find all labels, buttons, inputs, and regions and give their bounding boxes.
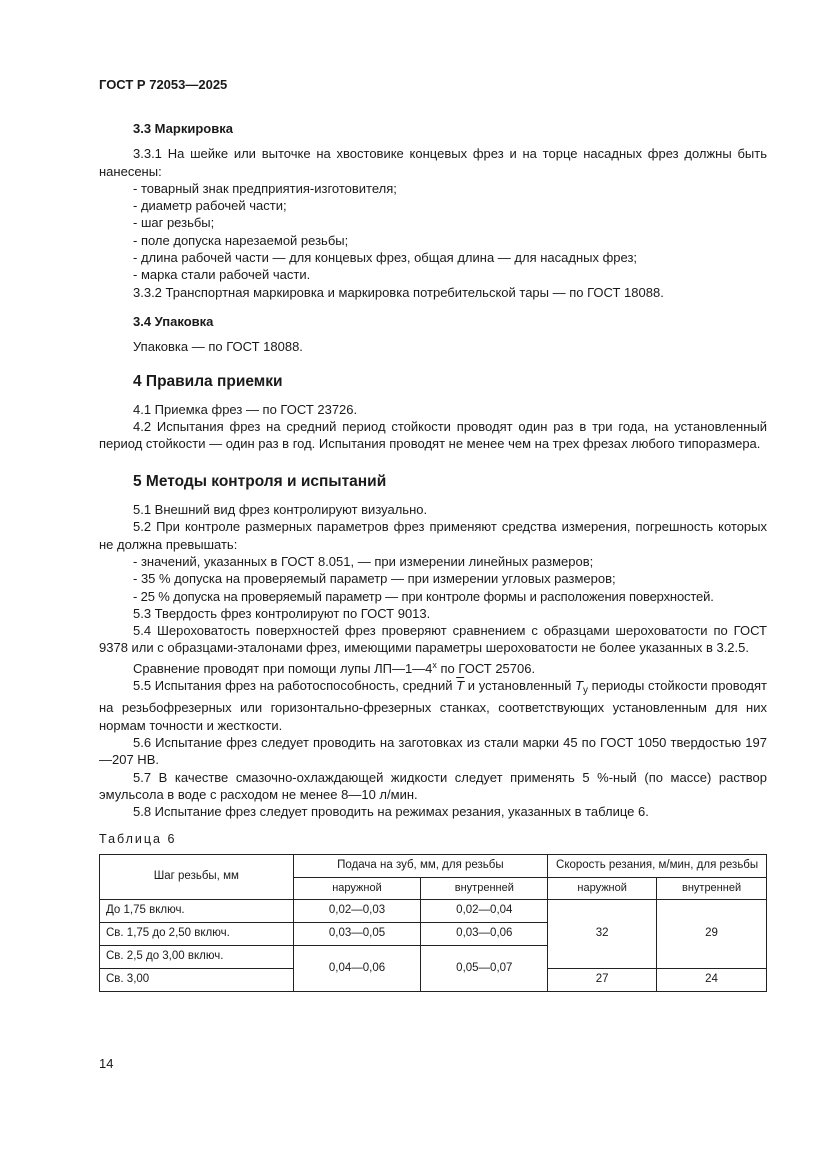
text-fragment: 5.5 Испытания фрез на работоспособность, средний [133,678,457,694]
paragraph-5-3: 5.3 Твердость фрез контролируют по ГОСТ 9013. [133,605,431,621]
cell-feed-internal: 0,05—0,07 [421,945,548,991]
list-item: - поле допуска нарезаемой резьбы; [133,232,349,248]
paragraph-5-6: 5.6 Испытание фрез следует проводить на заготовках из стали марки 45 по ГОСТ 1050 твердостью 197—207 НВ. [99,734,767,768]
header-pitch: Шаг резьбы, мм [100,854,294,899]
cell-feed-external: 0,03—0,05 [293,922,421,945]
cell-speed-internal: 24 [657,968,767,991]
cell-feed-internal: 0,03—0,06 [421,922,548,945]
paragraph-3-3-2: 3.3.2 Транспортная маркировка и маркировка потребительской тары — по ГОСТ 18088. [133,284,664,300]
set-period-subscript: у [583,685,589,697]
paragraph-5-2: 5.2 При контроле размерных параметров фрез применяют средства измерения, погрешность которых не должна превышать: [99,519,767,552]
cell-pitch: Св. 1,75 до 2,50 включ. [100,922,294,945]
cell-feed-internal: 0,02—0,04 [421,899,548,922]
cell-pitch: До 1,75 включ. [100,899,294,922]
list-item: - 25 % допуска на проверяемый параметр — при контроле формы и расположения поверхностей. [133,588,714,604]
paragraph-5-1: 5.1 Внешний вид фрез контролируют визуально. [133,502,428,518]
table-row [100,899,767,922]
header-feed-external: наружной [293,877,421,899]
document-body [99,115,767,992]
list-item: - значений, указанных в ГОСТ 8.051, — при измерении линейных размеров; [133,553,594,569]
text-fragment: периоды стойкости проводят на резьбофрезерных или горизонтально-фрезерных станках, соответствующих установленным для них нормам точности и жесткости. [99,678,767,733]
section-3-3-heading: 3.3 Маркировка [133,121,233,136]
paragraph-5-5 [99,677,767,734]
text-fragment: и установленный [464,678,576,694]
cell-speed-external: 27 [548,968,657,991]
paragraph-5-7: 5.7 В качестве смазочно-охлаждающей жидкости следует применять 5 %-ный (по массе) раствор эмульсола в воде с расходом не менее 8—10 л/мин. [99,769,767,802]
header-speed: Скорость резания, м/мин, для резьбы [548,854,767,877]
page-number: 14 [99,1056,114,1071]
list-item: - длина рабочей части — для концевых фрез, общая длина — для насадных фрез; [133,250,638,266]
list-item: - диаметр рабочей части; [133,198,287,214]
cell-speed-external: 32 [548,899,657,968]
table-header-row [100,854,767,877]
paragraph-4-2: 4.2 Испытания фрез на средний период стойкости проводят один раз в три года, на установленный период стойкости — один раз в год. Испытания проводят не менее чем на трех фрезах любого типоразмера. [99,419,767,452]
list-item: - марка стали рабочей части. [133,267,311,283]
cell-speed-internal: 29 [657,899,767,968]
average-period-symbol: $\overline{T}$ [456,678,465,694]
paragraph-5-8: 5.8 Испытание фрез следует проводить на режимах резания, указанных в таблице 6. [133,804,649,820]
header-speed-external: наружной [548,877,657,899]
cutting-modes-table [99,854,767,992]
list-item: - 35 % допуска на проверяемый параметр — при измерении угловых размеров; [133,571,616,587]
paragraph-3-4: Упаковка — по ГОСТ 18088. [133,339,303,355]
header-feed: Подача на зуб, мм, для резьбы [293,854,548,877]
header-speed-internal: внутренней [657,877,767,899]
comparison-text: Сравнение проводят при помощи лупы ЛП—1—4 [133,660,433,676]
header-feed-internal: внутренней [421,877,548,899]
paragraph-5-4: 5.4 Шероховатость поверхностей фрез проверяют сравнением с образцами шероховатости по ГОСТ 9378 или с образцами-эталонами фрез, имеющими параметры шероховатости не более указанных в 3.2.5. [99,623,767,656]
list-item: - товарный знак предприятия-изготовителя; [133,180,397,196]
document-header: ГОСТ Р 72053—2025 [99,77,228,92]
cell-feed-external: 0,02—0,03 [293,899,421,922]
list-item: - шаг резьбы; [133,215,215,231]
section-5-heading: 5 Методы контроля и испытаний [133,472,387,490]
section-3-4-heading: 3.4 Упаковка [133,313,214,329]
paragraph-3-3-1: 3.3.1 На шейке или выточке на хвостовике концевых фрез и на торце насадных фрез должны быть нанесены: [99,146,767,179]
comparison-standard: по ГОСТ 25706. [436,660,536,676]
table-title: Таблица 6 [99,832,177,847]
set-period-symbol: T [575,678,584,694]
section-4-heading: 4 Правила приемки [133,372,283,390]
magnification-superscript: х [432,659,437,670]
paragraph-4-1: 4.1 Приемка фрез — по ГОСТ 23726. [133,401,358,417]
cell-pitch: Св. 3,00 [100,968,294,991]
cell-feed-external: 0,04—0,06 [293,945,421,991]
cell-pitch: Св. 2,5 до 3,00 включ. [100,945,294,968]
paragraph-5-4-comparison [99,657,767,677]
